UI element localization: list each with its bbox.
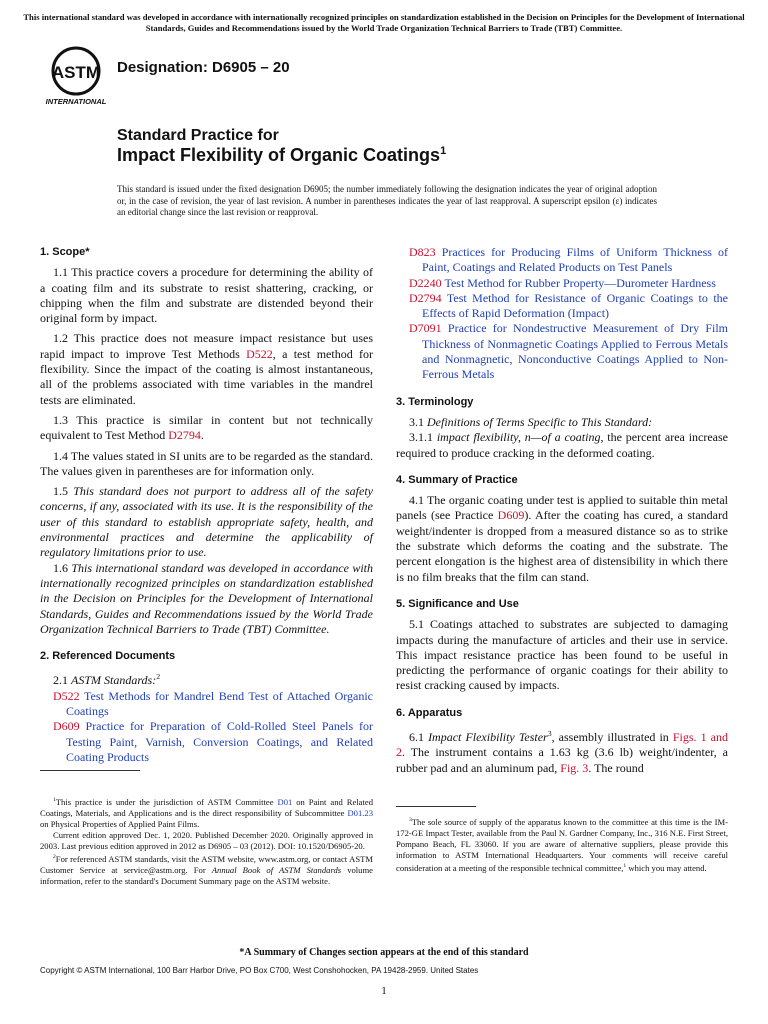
page-number: 1 bbox=[381, 985, 387, 997]
section-heading-terminology: 3. Terminology bbox=[396, 395, 474, 408]
title-text: Impact Flexibility of Organic Coatings bbox=[117, 145, 441, 165]
summary-para-1-b: ). After the coating has cured, a standard weight/indenter is dropped from a measured distance so as to strike the substrate which deforms the coating and the substrate. The percent elongation is the highest area of distensibility in which there is no film breaks that the film can stand. bbox=[396, 508, 728, 584]
top-notice: This international standard was developed in accordance with internationally recognized principles on standardization established in the Decision on Principles for the Development of International Standards, Guides and Recommendations issued by the World Trade Organization Technical Barriers to Trade (TBT) Committee. bbox=[23, 12, 745, 33]
footnote-1-mark: 1 bbox=[53, 797, 56, 803]
copyright-line: Copyright © ASTM International, 100 Barr Harbor Drive, PO Box C700, West Conshohocken, PA 19428-2959. United States bbox=[40, 966, 479, 975]
footnote-2-a: For referenced ASTM standards, visit the ASTM website, www.astm.org, or contact ASTM Customer Service at service@astm.org. For bbox=[40, 853, 373, 875]
terminology-para-2 bbox=[396, 430, 728, 461]
section-heading-scope: 1. Scope* bbox=[40, 246, 90, 258]
ref-code[interactable]: D522 bbox=[53, 688, 80, 703]
terminology-para-1 bbox=[396, 415, 728, 430]
issue-note: This standard is issued under the fixed designation D6905; the number immediately following the designation indicates the year of original adoption or, in the case of revision, the year of last revision. A number in parentheses indicates the year of last reapproval. A superscript epsilon (ε) indicates an editorial change since the last revision or reapproval. bbox=[117, 184, 657, 218]
logo-text: ASTM bbox=[51, 63, 101, 82]
astm-logo bbox=[40, 46, 112, 108]
summary-para-1-a: 4.1 The organic coating under test is applied to suitable thin metal panels (see Practice bbox=[396, 493, 728, 523]
footnote-2 bbox=[40, 852, 373, 887]
footnote-2-mark: 2 bbox=[53, 853, 56, 860]
footnote-3-end: which you may attend. bbox=[626, 862, 707, 873]
left-column bbox=[40, 245, 373, 765]
footnote-1-edition: Current edition approved Dec. 1, 2020. Published December 2020. Originally approved in 2003. Last previous edition approved in 2012 as D6905 – 03 (2012). DOI: 10.1520/D6905-20. bbox=[40, 829, 373, 851]
referenced-sub bbox=[40, 669, 373, 688]
referenced-sub-num: 2.1 bbox=[53, 673, 71, 688]
title-footnote-mark: 1 bbox=[440, 145, 447, 157]
link-fig-3[interactable]: Fig. 3 bbox=[560, 760, 589, 775]
link-d609[interactable]: D609 bbox=[497, 508, 525, 523]
title-line-1: Standard Practice for bbox=[117, 127, 279, 144]
apparatus-para-1-num: 6.1 bbox=[409, 730, 429, 745]
footnote-divider-left bbox=[40, 770, 140, 771]
summary-para-1 bbox=[396, 493, 728, 585]
ref-desc[interactable]: Test Method for Rubber Property—Durometer Hardness bbox=[444, 275, 716, 290]
scope-para-6 bbox=[40, 561, 373, 637]
scope-para-3-a: 1.3 This practice is similar in content but not technically equivalent to Test Method bbox=[40, 412, 373, 443]
section-heading-apparatus: 6. Apparatus bbox=[396, 706, 463, 719]
ref-item[interactable] bbox=[396, 321, 728, 382]
section-heading-summary: 4. Summary of Practice bbox=[396, 473, 518, 486]
apparatus-para-1-c: . The round bbox=[588, 760, 644, 775]
title-line-2 bbox=[117, 145, 446, 166]
apparatus-para-1-a: , assembly illustrated in bbox=[551, 730, 673, 745]
footnote-3-end-mark: 1 bbox=[623, 862, 627, 869]
summary-of-changes-note: *A Summary of Changes section appears at the end of this standard bbox=[239, 947, 529, 958]
scope-para-6-text: This international standard was developed in accordance with internationally recognized principles on standardization established in the Decision on Principles for the Development of International Standards, Guides and Recommendations issued by the World Trade Organization Technical Barriers to Trade (TBT) Committee. bbox=[40, 560, 374, 636]
footnote-3-mark: 3 bbox=[409, 817, 412, 823]
scope-para-4: 1.4 The values stated in SI units are to be regarded as the standard. The values given in parentheses are for information only. bbox=[40, 448, 374, 478]
footnote-3 bbox=[396, 815, 728, 874]
footnotes-right bbox=[396, 815, 728, 874]
link-d522[interactable]: D522 bbox=[246, 346, 273, 361]
link-d01[interactable]: D01 bbox=[277, 796, 293, 807]
footnote-1-a: This practice is under the jurisdiction of ASTM Committee bbox=[55, 796, 278, 807]
section-heading-significance: 5. Significance and Use bbox=[396, 597, 519, 610]
scope-para-5 bbox=[40, 484, 373, 560]
ref-desc[interactable]: Practice for Nondestructive Measurement of Dry Film Thickness of Nonmagnetic Coatings Applied to Ferrous Metals and Nonmagnetic, Nonconductive Coatings Applied to Non-Ferrous Metals bbox=[422, 321, 728, 382]
ref-item[interactable] bbox=[40, 689, 373, 720]
ref-item[interactable] bbox=[396, 245, 728, 276]
ref-item[interactable] bbox=[396, 276, 728, 291]
ref-code[interactable]: D7091 bbox=[409, 321, 442, 336]
ref-code[interactable]: D2794 bbox=[409, 290, 442, 305]
link-d01-23[interactable]: D01.23 bbox=[347, 807, 373, 818]
apparatus-footnote-mark: 3 bbox=[547, 729, 552, 739]
scope-para-2-b: , a test method for flexibility. Since the impact of the coating is almost instantaneous, all of the problems associated with time variables in the mandrel tests are eliminated. bbox=[40, 346, 373, 407]
footnote-divider-right bbox=[396, 806, 476, 807]
scope-para-6-num: 1.6 bbox=[53, 560, 72, 575]
terminology-para-2-num: 3.1.1 bbox=[409, 430, 437, 445]
scope-para-3-b: . bbox=[200, 428, 204, 443]
ref-desc[interactable]: Test Methods for Mandrel Bend Test of Attached Organic Coatings bbox=[66, 688, 373, 719]
footnotes-left bbox=[40, 795, 373, 887]
significance-para-1: 5.1 Coatings attached to substrates are subjected to damaging impacts during the manufacture of articles and their use in service. This impact resistance practice has been found to be useful in predicting the performance of organic coatings for their ability to resist cracking caused by impacts. bbox=[396, 617, 728, 693]
ref-code[interactable]: D823 bbox=[409, 245, 436, 259]
scope-para-2 bbox=[40, 331, 373, 407]
scope-para-2-a: 1.2 This practice does not measure impact resistance but uses rapid impact to improve Test Methods bbox=[40, 331, 373, 361]
link-figs-1-2[interactable]: Figs. 1 and 2 bbox=[396, 730, 728, 760]
apparatus-term: Impact Flexibility Tester bbox=[428, 730, 548, 745]
footnote-2-ital: Annual Book of ASTM Standards bbox=[211, 864, 342, 875]
footnote-3-text: The sole source of supply of the apparatus known to the committee at this time is the IM-172-GE Impact Tester, available from the Paul N. Gardner Company, Inc., 316 N.E. First Street, Pompano Beach, FL 33060. If you are aware of alternative suppliers, please provide this information to ASTM International Headquarters. Your comments will receive careful consideration at a meeting of the responsible technical committee, bbox=[396, 816, 728, 873]
apparatus-para-1 bbox=[396, 726, 728, 776]
scope-para-3 bbox=[40, 413, 373, 444]
terminology-para-1-num: 3.1 bbox=[409, 414, 427, 429]
ref-desc[interactable]: Test Method for Resistance of Organic Coatings to the Effects of Rapid Deformation (Impact) bbox=[422, 290, 728, 321]
section-heading-referenced: 2. Referenced Documents bbox=[40, 650, 176, 663]
referenced-sub-text: ASTM Standards: bbox=[71, 673, 157, 688]
scope-para-1: 1.1 This practice covers a procedure for determining the ability of a coating film and its substrate to resist shattering, cracking, or chipping when the film and substrate are distended beyond their original form by impact. bbox=[40, 265, 373, 326]
ref-desc[interactable]: Practices for Producing Films of Uniform Thickness of Paint, Coatings and Related Products on Test Panels bbox=[422, 245, 728, 275]
scope-para-5-text: This standard does not purport to address all of the safety concerns, if any, associated with its use. It is the responsibility of the user of this standard to establish appropriate safety, health, and environmental practices and determine the applicability of regulatory limitations prior to use. bbox=[40, 484, 373, 560]
footnote-1-b: on Paint and Related Coatings, Materials, and Applications and is the direct responsibility of Subcommittee bbox=[40, 796, 373, 818]
scope-para-5-num: 1.5 bbox=[53, 484, 74, 499]
footnote-1-c: on Physical Properties of Applied Paint Films. bbox=[40, 818, 200, 829]
terminology-para-2-rest: , the percent area increase required to produce cracking in the deformed coating. bbox=[396, 430, 729, 460]
footnote-2-b: volume information, refer to the standard's Document Summary page on the ASTM website. bbox=[40, 864, 373, 886]
ref-code[interactable]: D2240 bbox=[409, 275, 442, 290]
right-column bbox=[396, 245, 728, 776]
ref-code[interactable]: D609 bbox=[53, 719, 80, 734]
ref-desc[interactable]: Practice for Preparation of Cold-Rolled Steel Panels for Testing Paint, Varnish, Conversion Coatings, and Related Coating Products bbox=[66, 719, 373, 764]
referenced-sub-mark: 2 bbox=[156, 672, 161, 682]
logo-subtext: INTERNATIONAL bbox=[45, 97, 107, 106]
designation: Designation: D6905 – 20 bbox=[117, 59, 290, 76]
terminology-para-1-text: Definitions of Terms Specific to This Standard: bbox=[427, 414, 653, 429]
ref-item[interactable] bbox=[396, 291, 728, 322]
apparatus-para-1-b: . The instrument contains a 1.63 kg (3.6 lb) weight/indenter, a rubber pad and an aluminum pad, bbox=[396, 745, 728, 775]
link-d2794[interactable]: D2794 bbox=[168, 428, 201, 443]
ref-item[interactable] bbox=[40, 719, 373, 765]
terminology-term: impact flexibility, n—of a coating bbox=[436, 430, 601, 445]
footnote-1 bbox=[40, 795, 373, 830]
